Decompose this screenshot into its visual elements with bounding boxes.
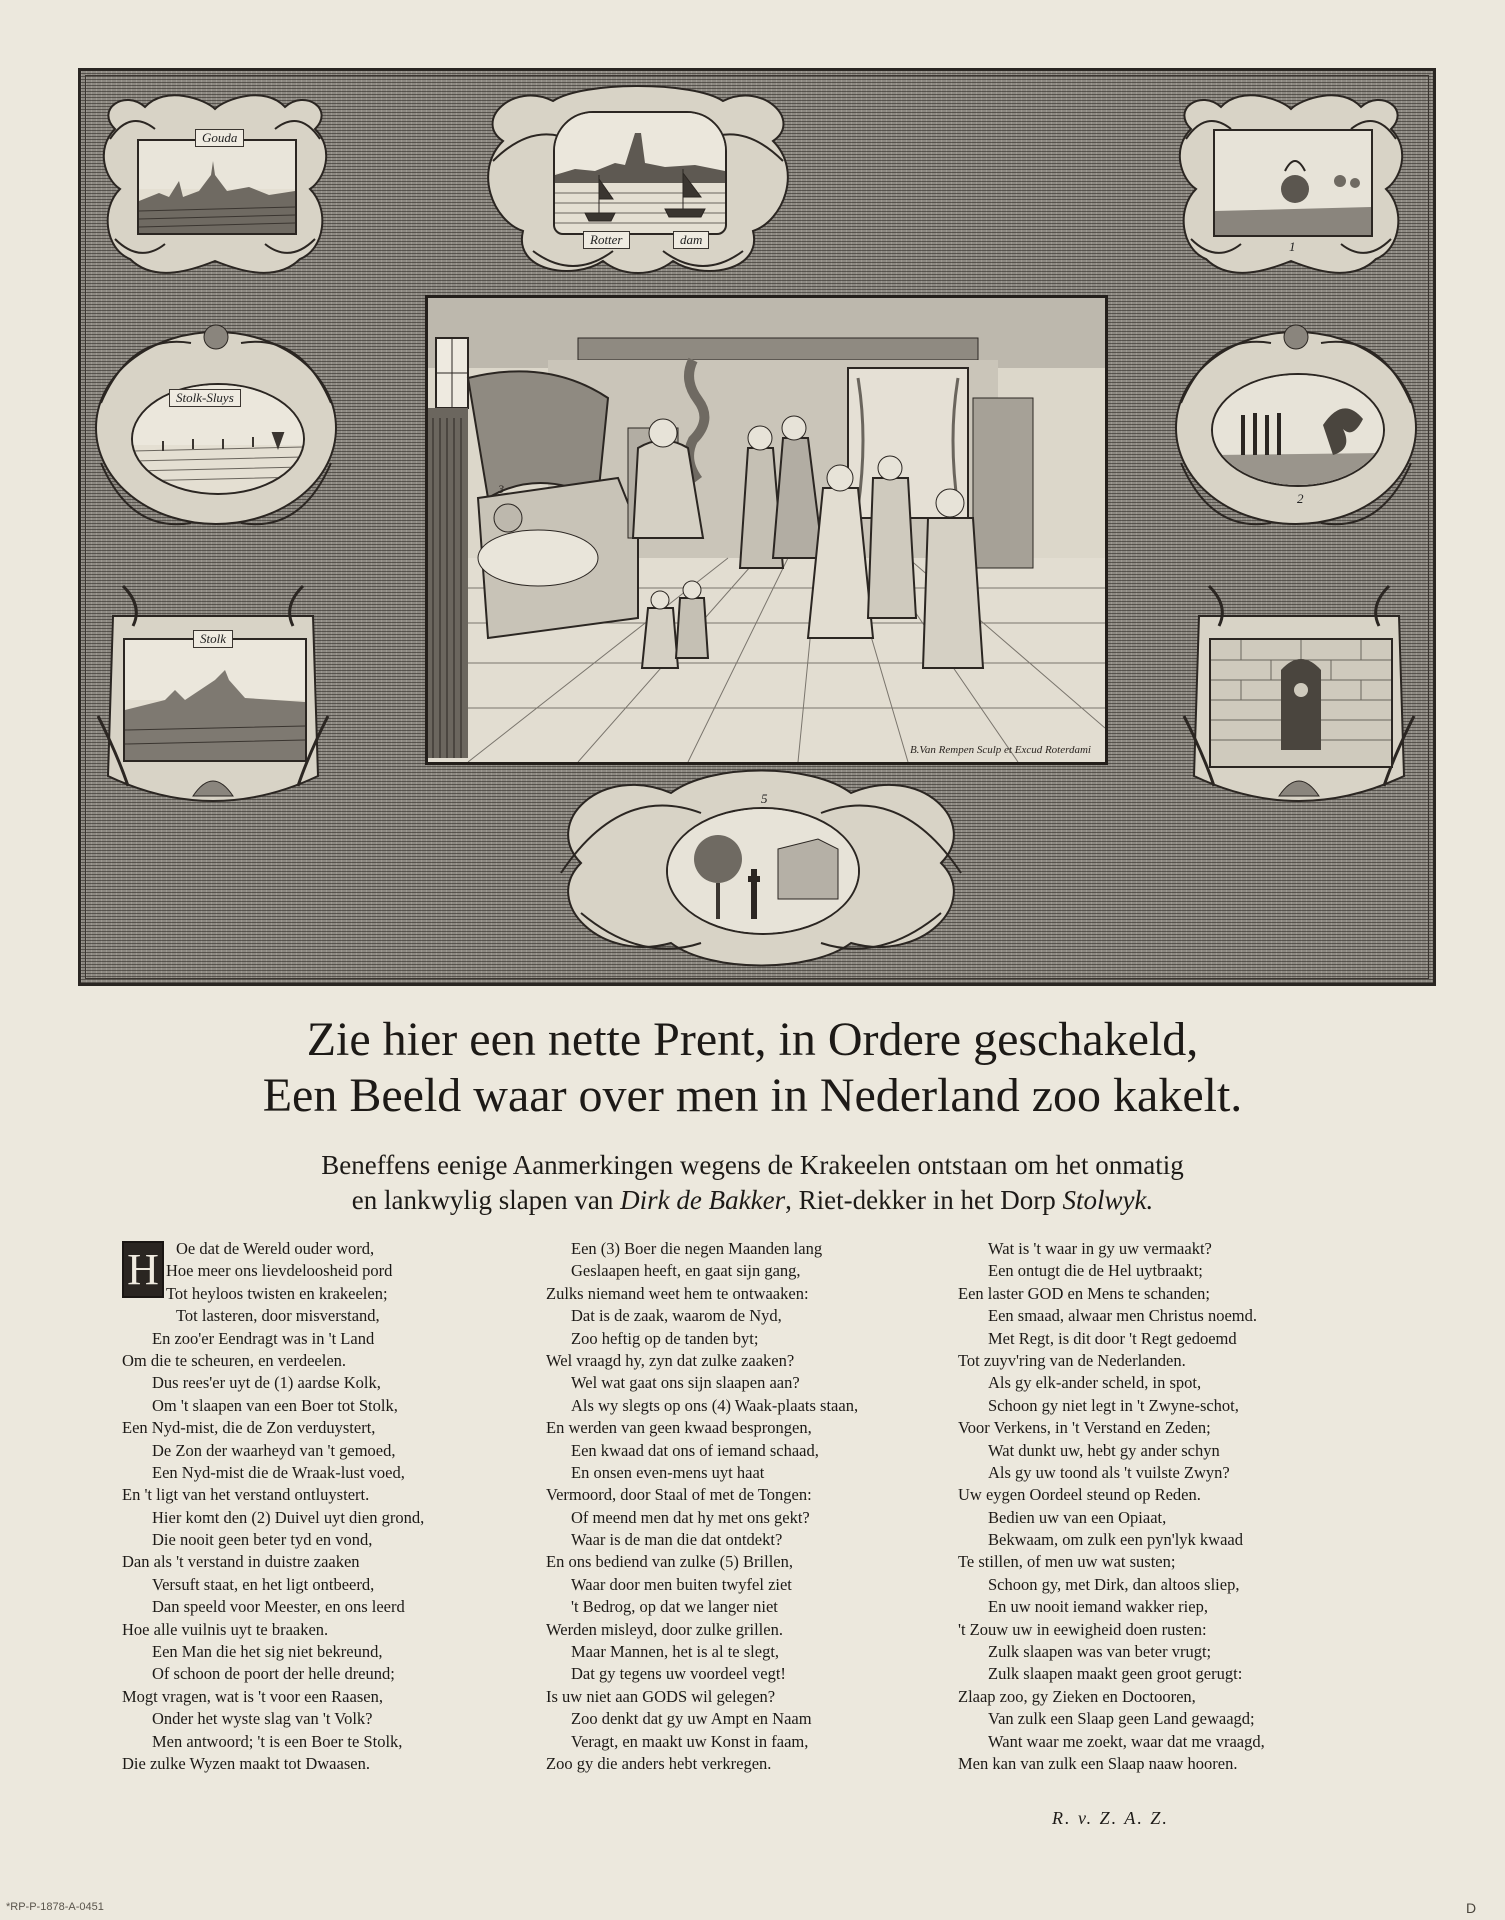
vignette-image [1211, 373, 1385, 487]
author-initials: R. v. Z. A. Z. [1052, 1808, 1169, 1828]
poem-line: Want waar me zoekt, waar dat me vraagd, [988, 1731, 1265, 1751]
poem-line: Zlaap zoo, gy Zieken en Doctooren, [958, 1686, 1196, 1706]
poem-line: Als gy elk-ander scheld, in spot, [988, 1373, 1202, 1393]
poem-line: Tot zuyv'ring van de Nederlanden. [958, 1350, 1186, 1370]
vignette-stolk [93, 576, 333, 826]
poem-line: Een laster GOD en Mens te schanden; [958, 1283, 1211, 1303]
inventory-annotation: *RP-P-1878-A-0451 [6, 1901, 104, 1913]
poem-line: Dus rees'er uyt de (1) aardse Kolk, [152, 1373, 381, 1393]
poem-line: Bekwaam, om zulk een pyn'lyk kwaad [988, 1530, 1243, 1550]
vignette-1-pit [1171, 89, 1411, 279]
poem-line: Schoon gy niet legt in 't Zwyne-schot, [988, 1395, 1239, 1415]
engraving-plate [78, 68, 1436, 986]
poem-line: De Zon der waarheyd van 't gemoed, [152, 1440, 396, 1460]
poem-line: Als wy slegts op ons (4) Waak-plaats staan, [571, 1395, 859, 1415]
title-line-1: Zie hier een nette Prent, in Ordere geschakeld, [306, 1013, 1199, 1066]
vignette-label-stolk-sluys: Stolk-Sluys [169, 389, 241, 407]
vignette-number-5: 5 [761, 791, 768, 806]
poem-line: Een (3) Boer die negen Maanden lang [571, 1239, 823, 1258]
vignette-pillory [1179, 576, 1419, 826]
poem-line: En zoo'er Eendragt was in 't Land [152, 1328, 375, 1348]
main-scene [425, 295, 1108, 765]
poem-column-1 [122, 1238, 512, 1775]
poem-line: Schoon gy, met Dirk, dan altoos sliep, [988, 1574, 1240, 1594]
poem-line: Uw eygen Oordeel steund op Reden. [958, 1485, 1201, 1505]
poem-line: Zulks niemand weet hem te ontwaaken: [546, 1283, 809, 1303]
poem-line: Zoo heftig op de tanden byt; [571, 1328, 759, 1348]
vignette-image [1209, 638, 1393, 768]
poem-line: Zulk slaapen was van beter vrugt; [988, 1642, 1212, 1662]
poem-line: Zoo denkt dat gy uw Ampt en Naam [571, 1709, 812, 1729]
poem-line: Werden misleyd, door zulke grillen. [546, 1619, 783, 1639]
engraver-signature: B.Van Rempen Sculp et Excud Roterdami [909, 744, 1091, 756]
vignette-2-dragon [1171, 323, 1421, 533]
vignette-image [137, 139, 297, 235]
corner-mark: D [1466, 1900, 1477, 1916]
poem-line: Een Nyd-mist, die de Zon verduystert, [122, 1418, 376, 1438]
poem-line: En werden van geen kwaad besprongen, [546, 1418, 812, 1438]
poem-line: Men antwoord; 't is een Boer te Stolk, [152, 1731, 403, 1751]
scene-number-3: 3 [498, 482, 504, 496]
poem-line: Vermoord, door Staal of met de Tongen: [546, 1485, 812, 1505]
vignette-5-spectacles [541, 763, 981, 973]
poem-line: Met Regt, is dit door 't Regt gedoemd [988, 1328, 1237, 1348]
poem-line: Waar door men buiten twyfel ziet [571, 1574, 792, 1594]
poem-line: En 't ligt van het verstand ontluystert. [122, 1485, 370, 1505]
poem-line: Tot heyloos twisten en krakeelen; [166, 1283, 388, 1303]
poem-line: Geslaapen heeft, en gaat sijn gang, [571, 1261, 801, 1281]
poem-line: Om die te scheuren, en verdeelen. [122, 1350, 347, 1370]
vignette-label-dam: dam [673, 231, 709, 249]
poem-line: Wat is 't waar in gy uw vermaakt? [988, 1239, 1212, 1258]
vignette-image [123, 638, 307, 762]
poem-line: Dat is de zaak, waarom de Nyd, [571, 1306, 782, 1326]
subtitle-name: Dirk de Bakker [620, 1185, 786, 1215]
vignette-stolk-sluys [91, 323, 341, 533]
poem-line: Onder het wyste slag van 't Volk? [152, 1709, 373, 1729]
subtitle-text-b: , Riet-dekker in het Dorp [785, 1185, 1063, 1215]
poem-line: Zulk slaapen maakt geen groot gerugt: [988, 1664, 1243, 1684]
poem-line: Om 't slaapen van een Boer tot Stolk, [152, 1395, 398, 1415]
poem-line: Hier komt den (2) Duivel uyt dien grond, [152, 1507, 425, 1527]
poem-column-3 [958, 1238, 1338, 1775]
drop-cap: H [122, 1241, 164, 1298]
poem-line: Versuft staat, en het ligt ontbeerd, [152, 1574, 375, 1594]
poem-line: Een Man die het sig niet bekreund, [152, 1642, 383, 1662]
subtitle-place: Stolwyk. [1062, 1185, 1154, 1215]
poem-line: Bedien uw van een Opiaat, [988, 1507, 1167, 1527]
poem-line: Dan als 't verstand in duistre zaaken [122, 1552, 360, 1572]
poem-line: Of schoon de poort der helle dreund; [152, 1664, 395, 1684]
vignette-number-2: 2 [1297, 491, 1304, 506]
vignette-label-rotter: Rotter [583, 231, 630, 249]
vignette-gouda [95, 89, 335, 279]
poem-line: Voor Verkens, in 't Verstand en Zeden; [958, 1418, 1211, 1438]
vignette-number-1: 1 [1289, 239, 1296, 254]
poem-line: Te stillen, of men uw wat susten; [958, 1552, 1176, 1572]
poem-line: Men kan van zulk een Slaap naaw hooren. [958, 1753, 1238, 1773]
poem-line: Oe dat de Wereld ouder word, [176, 1239, 375, 1258]
poem-line: En uw nooit iemand wakker riep, [988, 1597, 1208, 1617]
poem-line: Hoe alle vuilnis uyt te braaken. [122, 1619, 329, 1639]
poem-line: Veragt, en maakt uw Konst in faam, [571, 1731, 809, 1751]
title-line-2: Een Beeld waar over men in Nederland zoo kakelt. [262, 1069, 1243, 1122]
poem-line: Die zulke Wyzen maakt tot Dwaasen. [122, 1753, 370, 1773]
poem-line: Een smaad, alwaar men Christus noemd. [988, 1306, 1257, 1326]
poem-line: Een ontugt die de Hel uytbraakt; [988, 1261, 1203, 1281]
subtitle-text-a: en lankwylig slapen van [351, 1185, 621, 1215]
poem-line: Van zulk een Slaap geen Land gewaagd; [988, 1709, 1255, 1729]
poem-line: En ons bediend van zulke (5) Brillen, [546, 1552, 793, 1572]
poem-line: Zoo gy die anders hebt verkregen. [546, 1753, 772, 1773]
poem-line: Die nooit geen beter tyd en vond, [152, 1530, 373, 1550]
poem-line: Een kwaad dat ons of iemand schaad, [571, 1440, 819, 1460]
poem-line: Of meend men dat hy met ons gekt? [571, 1507, 810, 1527]
poem-line: Is uw niet aan GODS wil gelegen? [546, 1686, 776, 1706]
poem-line: 't Bedrog, op dat we langer niet [571, 1597, 778, 1617]
poem-line: Hoe meer ons lievdeloosheid pord [166, 1261, 393, 1281]
vignette-image [1213, 129, 1373, 237]
poem-line: Dan speeld voor Meester, en ons leerd [152, 1597, 405, 1617]
poem-line: 't Zouw uw in eewigheid doen rusten: [958, 1619, 1207, 1639]
poem-line: Wel vraagd hy, zyn dat zulke zaaken? [546, 1350, 795, 1370]
poem-line: Wel wat gaat ons sijn slaapen aan? [571, 1373, 800, 1393]
vignette-label-stolk: Stolk [193, 630, 233, 648]
poem-line: En onsen even-mens uyt haat [571, 1462, 765, 1482]
poem-line: Een Nyd-mist die de Wraak-lust voed, [152, 1462, 405, 1482]
vignette-image [666, 807, 860, 935]
poem-line: Maar Mannen, het is al te slegt, [571, 1642, 780, 1662]
poem-line: Dat gy tegens uw voordeel vegt! [571, 1664, 786, 1684]
poem-line: Mogt vragen, wat is 't voor een Raasen, [122, 1686, 383, 1706]
subtitle-line-1: Beneffens eenige Aanmerkingen wegens de Krakeelen ontstaan om het onmatig [321, 1150, 1184, 1180]
vignette-rotterdam [473, 81, 803, 281]
vignette-label-gouda: Gouda [195, 129, 244, 147]
poem-line: Tot lasteren, door misverstand, [176, 1306, 380, 1326]
poem-line: Waar is de man die dat ontdekt? [571, 1530, 783, 1550]
subtitle-line-2 [0, 1183, 1505, 1217]
bedroom-scene-illustration [428, 298, 1105, 762]
poem-line: Als gy uw toond als 't vuilste Zwyn? [988, 1462, 1230, 1482]
poem-column-2 [546, 1238, 946, 1775]
poem-line: Wat dunkt uw, hebt gy ander schyn [988, 1440, 1220, 1460]
vignette-image [553, 111, 727, 235]
